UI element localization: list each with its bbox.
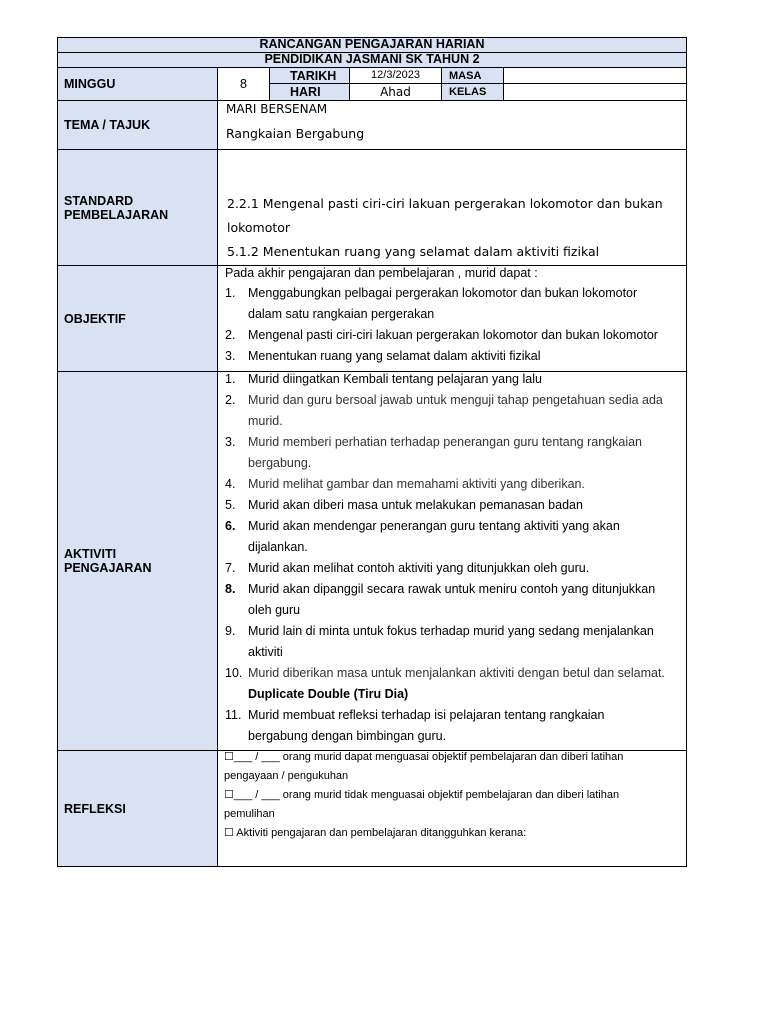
refleksi-checkbox-1: ☐___ / ___ orang murid dapat menguasai objektif pembelajaran dan diberi latihan [224,751,624,763]
refleksi-content [217,750,687,867]
tema-subtitle: Rangkaian Bergabung [226,126,365,141]
list-item: 6. Murid akan mendengar penerangan guru tentang aktiviti yang akan dijalankan. [225,519,620,554]
refleksi-checkbox-1-cont: pengayaan / pengukuhan [224,770,349,782]
standard-item-2: 5.1.2 Menentukan ruang yang selamat dalam aktiviti fizikal [227,244,600,259]
document-title: RANCANGAN PENGAJARAN HARIAN [57,37,687,53]
tema-content [217,100,687,150]
list-item: 3. Murid memberi perhatian terhadap penerangan guru tentang rangkaian bergabung. [225,435,643,470]
objektif-intro: Pada akhir pengajaran dan pembelajaran , murid dapat : [225,266,538,280]
hari-label: HARI [269,83,350,101]
list-item: 2. Mengenal pasti ciri-ciri lakuan pergerakan lokomotor dan bukan lokomotor [225,328,658,342]
list-item: 1. Murid diingatkan Kembali tentang pelajaran yang lalu [225,372,542,386]
list-item: 8. Murid akan dipanggil secara rawak untuk meniru contoh yang ditunjukkan oleh guru [225,582,656,617]
list-item: 7. Murid akan melihat contoh aktiviti yang ditunjukkan oleh guru. [225,561,590,575]
objektif-content [217,265,687,372]
refleksi-checkbox-2: ☐___ / ___ orang murid tidak menguasai objektif pembelajaran dan diberi latihan [224,789,620,801]
list-item: 2. Murid dan guru bersoal jawab untuk menguji tahap pengetahuan sedia ada murid. [225,393,663,428]
refleksi-checkbox-3: ☐ Aktiviti pengajaran dan pembelajaran ditangguhkan kerana: [224,827,527,839]
minggu-value: 8 [217,67,270,101]
kelas-label: KELAS [441,83,504,101]
document-subtitle: PENDIDIKAN JASMANI SK TAHUN 2 [57,52,687,68]
tema-label: TEMA / TAJUK [57,100,218,150]
list-item: 9. Murid lain di minta untuk fokus terhadap murid yang sedang menjalankan aktiviti [225,624,654,659]
masa-label: MASA [441,67,504,84]
standard-item-1: 2.2.1 Mengenal pasti ciri-ciri lakuan pergerakan lokomotor dan bukan [227,196,663,211]
list-item: 1. Menggabungkan pelbagai pergerakan lokomotor dan bukan lokomotor dalam satu rangkaian pergerakan [225,286,638,321]
refleksi-label: REFLEKSI [57,750,218,867]
aktiviti-label: AKTIVITI PENGAJARAN [57,371,218,751]
aktiviti-content [217,371,687,751]
list-item: 5. Murid akan diberi masa untuk melakukan pemanasan badan [225,498,583,512]
aktiviti-list [218,369,686,747]
standard-content [217,149,687,266]
tema-title: MARI BERSENAM [226,102,328,116]
objektif-list [218,283,686,367]
hari-value: Ahad [349,83,442,101]
list-item: 4. Murid melihat gambar dan memahami aktiviti yang diberikan. [225,477,585,491]
kelas-value [503,83,687,101]
list-item: 3. Menentukan ruang yang selamat dalam aktiviti fizikal [225,349,541,363]
refleksi-checkbox-2-cont: pemulihan [224,808,275,820]
standard-label: STANDARD PEMBELAJARAN [57,149,218,266]
standard-item-1-cont: lokomotor [227,220,291,235]
minggu-label: MINGGU [57,67,218,101]
list-item: 10. Murid diberikan masa untuk menjalankan aktiviti dengan betul dan selamat. Duplicate Double (Tiru Dia) [225,666,665,701]
tarikh-label: TARIKH [269,67,350,84]
objektif-label: OBJEKTIF [57,265,218,372]
tarikh-value: 12/3/2023 [349,67,442,84]
masa-value [503,67,687,84]
list-item: 11. Murid membuat refleksi terhadap isi pelajaran tentang rangkaian bergabung dengan bimbingan guru. [225,708,605,743]
